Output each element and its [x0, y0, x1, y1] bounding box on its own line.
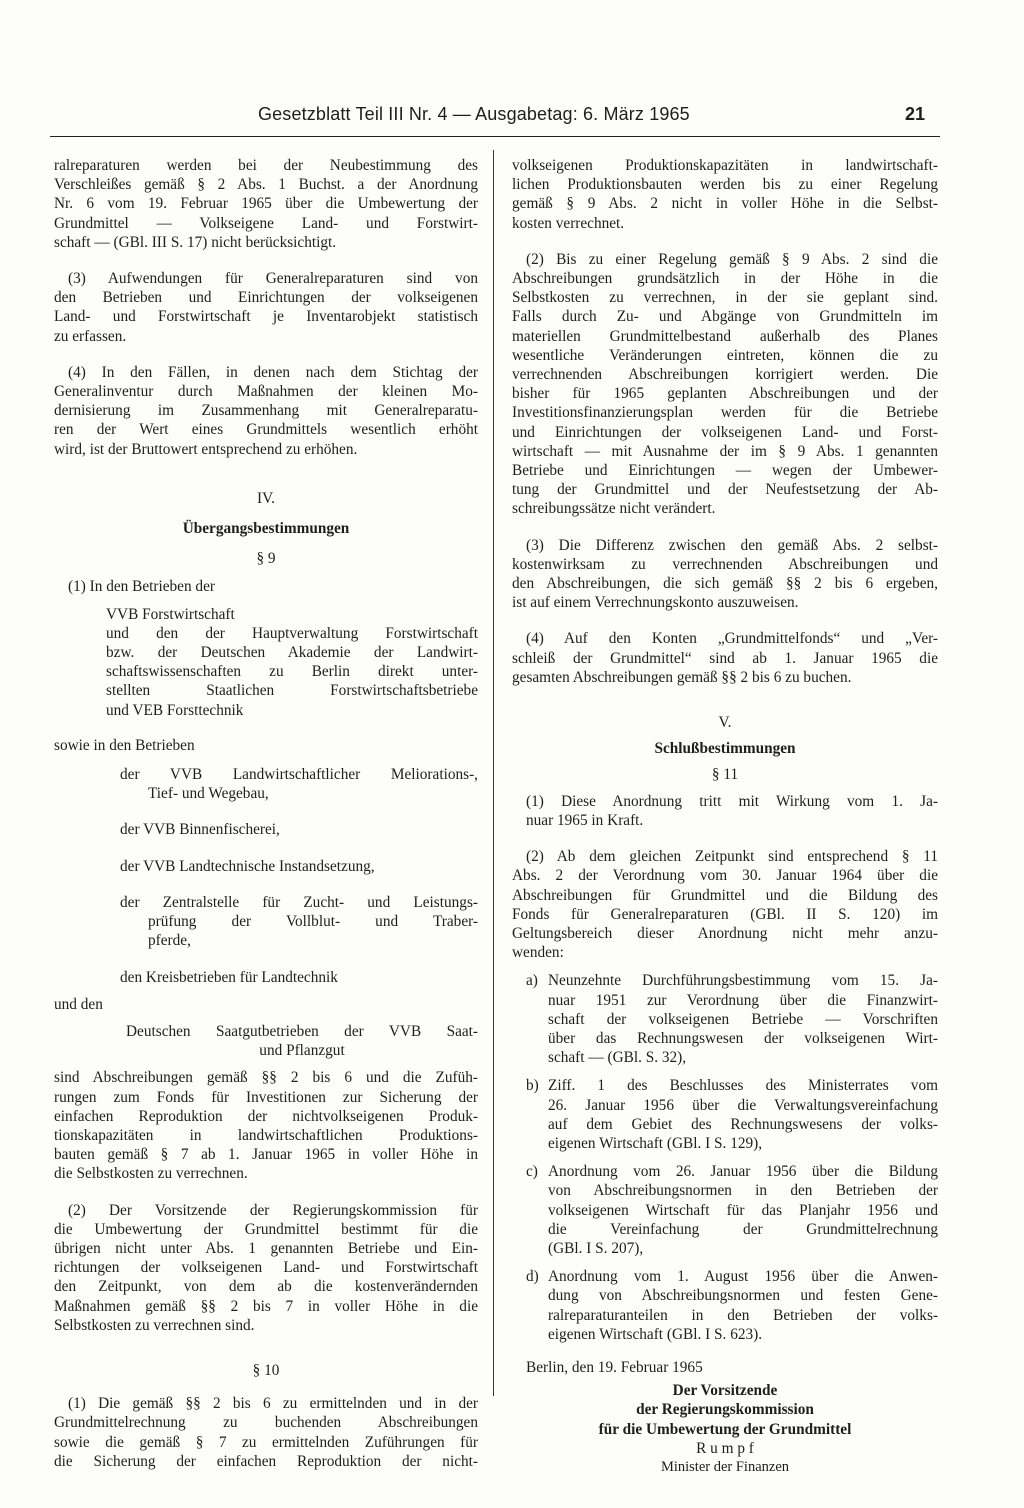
- enterprise-item: den Kreisbetrieben für Landtechnik: [120, 968, 338, 986]
- paragraph-3: [54, 269, 478, 346]
- signatory-role: Minister der Finanzen: [660, 1458, 790, 1475]
- text-line: volkseigenen Produktionskapazitäten in landwirtschaft-: [512, 157, 938, 174]
- text-line: (GBl. I S. 207),: [548, 1239, 644, 1257]
- text-line: kosten verrechnet.: [512, 214, 625, 232]
- text-line: (1) Diese Anordnung tritt mit Wirkung vom 1. Ja-: [526, 792, 938, 810]
- text-line: (1) In den Betrieben der: [68, 578, 215, 596]
- text-line: (3) Die Differenz zwischen den gemäß Abs. 2 selbst-: [526, 536, 938, 554]
- text-line: pferde,: [148, 932, 191, 950]
- signature-block: [512, 1381, 938, 1477]
- text-line: (4) Auf den Konten „Grundmittelfonds“ und „Ver-: [526, 630, 938, 648]
- signatory-title: Der Vorsitzende: [672, 1382, 778, 1400]
- text-line: sowie in den Betrieben: [54, 736, 195, 754]
- item-marker: c): [526, 1163, 538, 1181]
- text-line: Neunzehnte Durchführungsbestimmung vom 15. Ja-: [548, 972, 938, 990]
- text-line: sind Abschreibungen gemäß §§ 2 bis 6 und die Zufüh-: [54, 1069, 478, 1087]
- text-line: (3) Aufwendungen für Generalreparaturen sind von: [68, 270, 478, 288]
- text-line: Verschleißes gemäß § 2 Abs. 1 Buchst. a der Anordnung: [54, 176, 478, 194]
- text-line: gemäß § 9 Abs. 2 nicht in voller Höhe in die Selbst-: [512, 195, 938, 213]
- section-title: Übergangsbestimmungen: [182, 520, 350, 538]
- text-line: Ziff. 1 des Beschlusses des Ministerrates vom: [548, 1077, 938, 1095]
- text-line: eigenen Wirtschaft (GBl. I S. 623).: [548, 1325, 763, 1343]
- text-line: (4) In den Fällen, in denen nach dem Stichtag der: [68, 363, 478, 381]
- text-line: Deutschen Saatgutbetrieben der VVB Saat-: [126, 1022, 478, 1040]
- text-line: die Umbewertung der Grundmittel bestimmt für die: [54, 1220, 478, 1238]
- section-title: Schlußbestimmungen: [654, 740, 796, 758]
- page-header: [0, 104, 1024, 134]
- text-line: die Selbstkosten zu verrechnen.: [54, 1165, 248, 1183]
- text-line: VVB Forstwirtschaft: [106, 605, 235, 623]
- text-line: nuar 1965 in Kraft.: [526, 811, 644, 829]
- forestry-block: [54, 605, 478, 720]
- text-line: Grundmittel — Volkseigene Land- und Forstwirt-: [54, 214, 478, 232]
- text-line: über das Rechnungswesen der volkseigenen Wirt-: [548, 1029, 938, 1047]
- text-line: den Zeitpunkt, von dem ab die kostenverändernden: [54, 1278, 478, 1296]
- text-line: Anordnung vom 26. Januar 1956 über die Bildung: [548, 1163, 938, 1181]
- text-line: Fonds für Generalreparaturen (GBl. II S. 120) im: [512, 905, 938, 923]
- text-line: ralreparaturen werden bei der Neubestimmung des: [54, 157, 478, 174]
- repeal-item-c: [512, 1162, 938, 1258]
- text-line: wird, ist der Bruttowert entsprechend zu erhöhen.: [54, 440, 358, 458]
- text-line: wenden:: [512, 944, 564, 962]
- text-line: dernisierung im Zusammenhang mit Generalreparatu-: [54, 402, 478, 420]
- enterprise-item: [54, 1022, 478, 1060]
- text-line: verrechnenden Abschreibungen korrigiert werden. Die: [512, 366, 938, 384]
- paragraph-heading: § 11: [711, 766, 739, 784]
- text-line: sowie die gemäß § 7 zu ermittelnden Zuführungen für: [54, 1433, 478, 1451]
- text-line: (2) Ab dem gleichen Zeitpunkt sind entsprechend § 11: [526, 848, 938, 866]
- text-line: Generalinventur durch Maßnahmen der kleinen Mo-: [54, 383, 478, 401]
- text-line: schaft der volkseigenen Betriebe — Vorschriften: [548, 1010, 938, 1028]
- paragraph-10-1: [54, 1394, 478, 1471]
- text-line: den Betrieben und Einrichtungen der volkseigenen: [54, 289, 478, 307]
- text-line: Selbstkosten zu verrechnen sind.: [54, 1316, 255, 1334]
- repeal-item-a: [512, 971, 938, 1067]
- text-line: auf dem Gebiet des Rechnungswesens der volks-: [548, 1115, 938, 1133]
- paragraph-continuation: [54, 156, 478, 252]
- text-line: materiellen Grundmittelbestand außerhalb des Planes: [512, 327, 938, 345]
- text-line: wesentliche Veränderungen eintreten, können die zu: [512, 346, 938, 364]
- text-line: von Abschreibungsnormen in den Betrieben der: [548, 1182, 938, 1200]
- text-line: den Abschreibungen, die sich gemäß §§ 2 bis 6 ergeben,: [512, 575, 938, 593]
- text-line: (2) Der Vorsitzende der Regierungskommission für: [68, 1201, 478, 1219]
- paragraph-10-4: [512, 629, 938, 687]
- paragraph-4: [54, 363, 478, 459]
- text-line: Anordnung vom 1. August 1956 über die Anwen-: [548, 1268, 938, 1286]
- paragraph-11-1: [512, 792, 938, 830]
- text-line: zu erfassen.: [54, 327, 127, 345]
- paragraph-9-1-main: [54, 1068, 478, 1183]
- text-line: Land- und Forstwirtschaft je Inventarobjekt statistisch: [54, 308, 478, 326]
- paragraph-heading: § 10: [252, 1361, 280, 1379]
- text-line: und den der Hauptverwaltung Forstwirtschaft: [106, 624, 478, 642]
- text-line: tionskapazitäten in landwirtschaftlichen Produktions-: [54, 1126, 478, 1144]
- item-marker: d): [526, 1268, 539, 1286]
- signatory-title: der Regierungskommission: [636, 1401, 814, 1419]
- text-line: ist auf einem Verrechnungskonto auszuweisen.: [512, 594, 799, 612]
- text-line: schreibungssätze nicht verändert.: [512, 500, 716, 518]
- text-line: dung von Abschreibungsnormen und festen Gene-: [548, 1287, 938, 1305]
- text-line: die Sicherung der einfachen Reproduktion der nicht-: [54, 1452, 478, 1470]
- signatory-title: für die Umbewertung der Grundmittel: [598, 1420, 852, 1438]
- section-number: V.: [718, 714, 732, 732]
- section-number: IV.: [257, 489, 275, 507]
- text-line: bisher für 1965 geplanten Abschreibungen und der: [512, 385, 938, 403]
- text-line: 26. Januar 1956 über die Verwaltungsvereinfachung: [548, 1096, 938, 1114]
- text-line: einfachen Reproduktion der nichtvolkseigenen Produk-: [54, 1107, 478, 1125]
- enterprise-item: der VVB Landtechnische Instandsetzung,: [120, 857, 375, 875]
- text-line: Nr. 6 vom 19. Februar 1965 über die Umbewertung der: [54, 195, 478, 213]
- paragraph-heading: § 9: [256, 550, 276, 568]
- right-column: [512, 156, 938, 1477]
- text-line: eigenen Wirtschaft (GBl. I S. 129),: [548, 1134, 763, 1152]
- text-line: Tief- und Wegebau,: [148, 785, 269, 803]
- item-marker: b): [526, 1077, 539, 1095]
- text-line: bauten gemäß § 7 ab 1. Januar 1965 in voller Höhe in: [54, 1146, 478, 1164]
- text-line: und den: [54, 995, 103, 1013]
- text-line: schleiß der Grundmittel“ sind ab 1. Januar 1965 die: [512, 649, 938, 667]
- text-line: und Einrichtungen der volkseigenen Land- und Forst-: [512, 423, 938, 441]
- text-line: und VEB Forsttechnik: [106, 701, 244, 719]
- text-line: volkseigenen Wirtschaft für das Planjahr 1956 und: [548, 1201, 938, 1219]
- text-line: kostenwirksam zu verrechnenden Abschreibungen und: [512, 555, 938, 573]
- paragraph-10-1-continued: [512, 156, 938, 233]
- text-line: die Vereinfachung der Grundmittelrechnung: [548, 1220, 938, 1238]
- text-line: Grundmittelrechnung zu buchenden Abschreibungen: [54, 1414, 478, 1432]
- text-line: lichen Produktionsbauten werden bis zu einer Regelung: [512, 176, 938, 194]
- text-line: (2) Bis zu einer Regelung gemäß § 9 Abs. 2 sind die: [526, 250, 938, 268]
- text-line: stellten Staatlichen Forstwirtschaftsbetriebe: [106, 682, 478, 700]
- paragraph-10-3: [512, 536, 938, 613]
- paragraph-9-2: [54, 1201, 478, 1335]
- text-line: (1) Die gemäß §§ 2 bis 6 zu ermittelnden und in der: [68, 1395, 478, 1413]
- text-line: nuar 1951 zur Verordnung über die Finanzwirt-: [548, 991, 938, 1009]
- paragraph-10-2: [512, 250, 938, 519]
- repeal-item-b: [512, 1076, 938, 1153]
- enterprise-item: [54, 893, 478, 951]
- text-line: Abschreibungen grundsätzlich in der Höhe in die: [512, 270, 938, 288]
- place-date: Berlin, den 19. Februar 1965: [526, 1358, 703, 1376]
- text-line: tung der Grundmittel und der Neufestsetzung der Ab-: [512, 481, 938, 499]
- header-rule: [50, 136, 940, 137]
- repeal-item-d: [512, 1267, 938, 1344]
- text-line: der Zentralstelle für Zucht- und Leistungs-: [120, 893, 478, 911]
- text-line: schaftswissenschaften zu Berlin direkt unter-: [106, 663, 478, 681]
- enterprise-item: der VVB Binnenfischerei,: [120, 821, 280, 839]
- text-line: schaft — (GBl. III S. 17) nicht berücksichtigt.: [54, 233, 337, 251]
- paragraph-11-2: [512, 847, 938, 962]
- text-line: übrigen nicht unter Abs. 1 genannten Betriebe und Ein-: [54, 1239, 478, 1257]
- text-line: und Pflanzgut: [259, 1042, 345, 1060]
- text-line: rungen zum Fonds für Investitionen zur Sicherung der: [54, 1088, 478, 1106]
- text-line: schaft — (GBl. S. 32),: [548, 1049, 687, 1067]
- text-line: prüfung der Vollblut- und Traber-: [148, 913, 478, 931]
- text-line: ralreparaturanteilen in den Betrieben der volks-: [548, 1306, 938, 1324]
- page-number: 21: [905, 104, 926, 124]
- text-line: ren der Wert eines Grundmittels wesentlich erhöht: [54, 421, 478, 439]
- text-line: Investitionsfinanzierungsplan werden für die Betriebe: [512, 404, 938, 422]
- text-line: Abschreibungen für Grundmittel und die Bildung des: [512, 886, 938, 904]
- text-line: bzw. der Deutschen Akademie der Landwirt-: [106, 644, 478, 662]
- text-line: der VVB Landwirtschaftlicher Meliorations-,: [120, 766, 478, 784]
- text-line: Maßnahmen gemäß §§ 2 bis 7 in voller Höhe in die: [54, 1297, 478, 1315]
- text-line: gesamten Abschreibungen gemäß §§ 2 bis 6 zu buchen.: [512, 668, 852, 686]
- text-line: Geltungsbereich dieser Anordnung nicht mehr anzu-: [512, 924, 938, 942]
- signatory-name: R u m p f: [696, 1439, 754, 1457]
- text-line: wirtschaft — mit Ausnahme der im § 9 Abs. 1 genannten: [512, 442, 938, 460]
- column-divider: [493, 150, 494, 1396]
- text-line: Abs. 2 der Verordnung vom 30. Januar 1964 über die: [512, 867, 938, 885]
- text-line: Falls durch Zu- und Abgänge von Grundmitteln im: [512, 308, 938, 326]
- text-line: Selbstkosten zu verrechnen, in der sie geplant sind.: [512, 289, 938, 307]
- text-line: Betriebe und Einrichtungen — wegen der Umbewer-: [512, 462, 938, 480]
- text-line: richtungen der volkseigenen Land- und Forstwirtschaft: [54, 1259, 478, 1277]
- enterprise-item: [54, 765, 478, 803]
- gazette-title: Gesetzblatt Teil III Nr. 4 — Ausgabetag: 6. März 1965: [258, 104, 690, 124]
- item-marker: a): [526, 972, 538, 990]
- left-column: [54, 156, 478, 1471]
